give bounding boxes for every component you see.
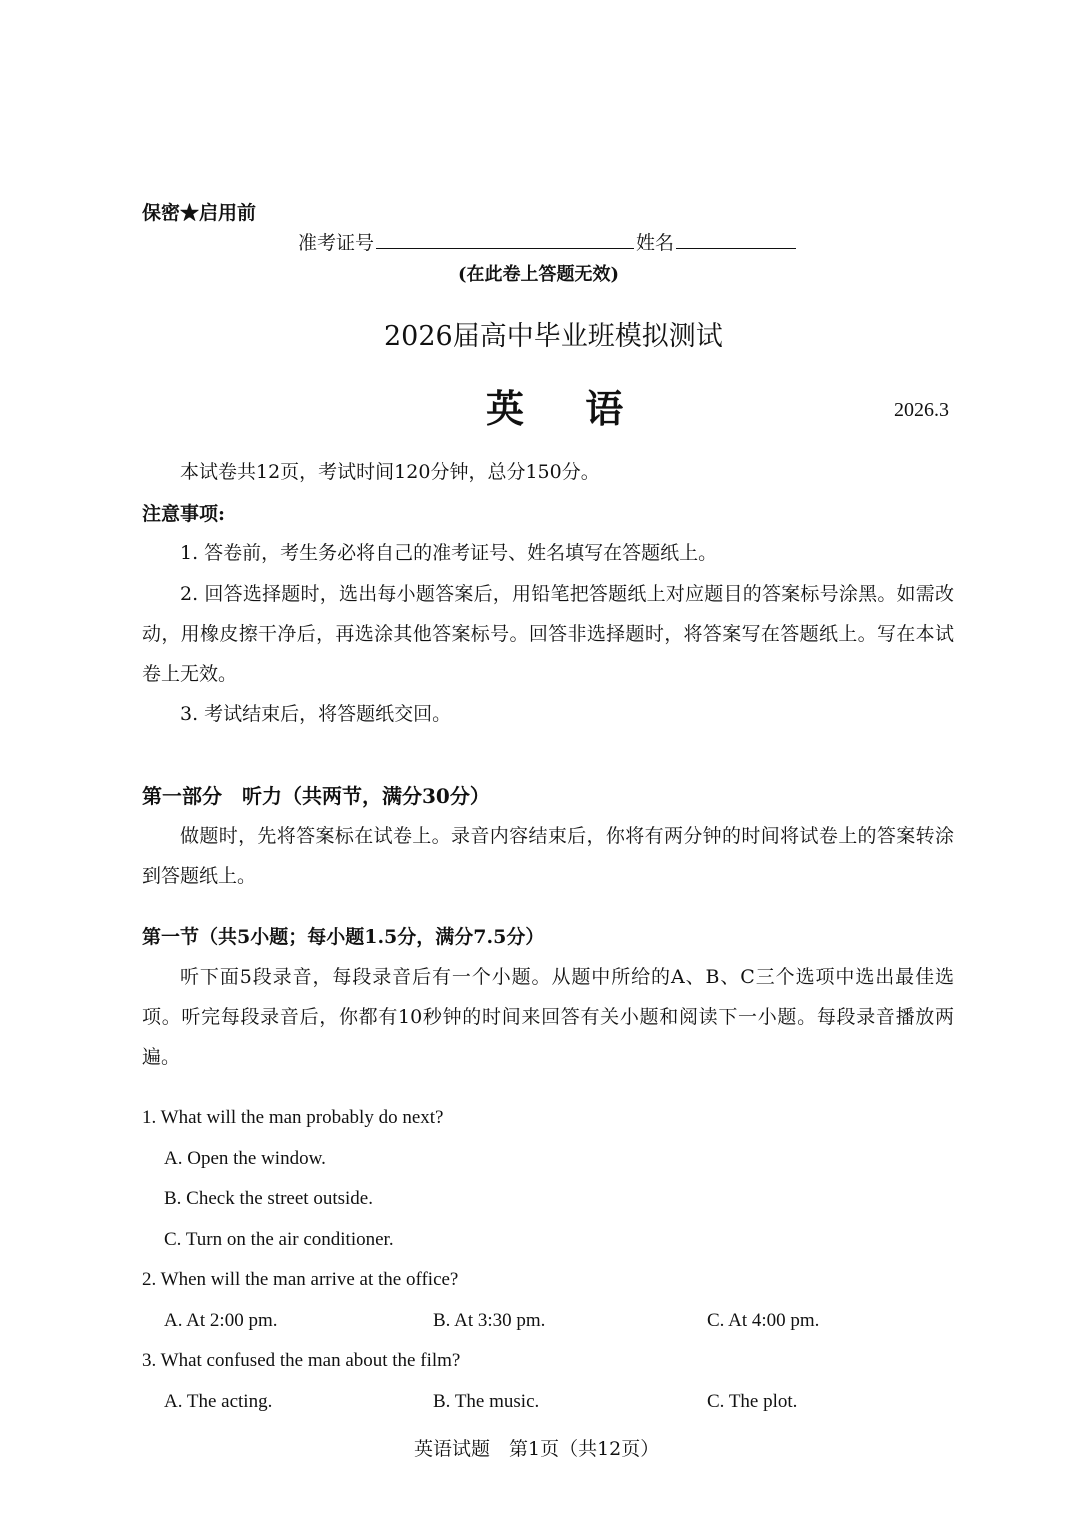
question-3-stem: 3. What confused the man about the film? (142, 1350, 461, 1371)
exam-title: 2026届高中毕业班模拟测试 (384, 321, 723, 352)
question-1-option-b[interactable]: B. Check the street outside. (164, 1188, 373, 1209)
question-3-option-c[interactable]: C. The plot. (707, 1391, 798, 1412)
name-field[interactable] (676, 247, 796, 249)
confidential-label: 保密★启用前 (142, 202, 257, 224)
question-3-option-a[interactable]: A. The acting. (164, 1391, 273, 1412)
notice-item-2: 2. 回答选择题时，选出每小题答案后，用铅笔把答题纸上对应题目的答案标号涂黑。如需改动，用橡皮擦干净后，再选涂其他答案标号。回答非选择题时，将答案写在答题纸上。写在本试卷上无效。 (142, 583, 954, 685)
question-1-stem: 1. What will the man probably do next? (142, 1107, 444, 1128)
exam-id-label: 准考证号 (298, 232, 375, 254)
question-2-stem: 2. When will the man arrive at the office? (142, 1269, 459, 1290)
invalid-note: (在此卷上答题无效) (458, 264, 620, 285)
question-2-option-b[interactable]: B. At 3:30 pm. (433, 1310, 546, 1331)
section1-heading: 第一节（共5小题；每小题1.5分，满分7.5分） (142, 926, 545, 948)
question-3-option-b[interactable]: B. The music. (433, 1391, 540, 1412)
part1-heading: 第一部分 听力（共两节，满分30分） (142, 784, 490, 808)
notice-item-3: 3. 考试结束后，将答题纸交回。 (180, 703, 452, 725)
name-label: 姓名 (636, 232, 675, 254)
question-2-option-c[interactable]: C. At 4:00 pm. (707, 1310, 820, 1331)
section1-instructions: 听下面5段录音，每段录音后有一个小题。从题中所给的A、B、C三个选项中选出最佳选项。听完每段录音后，你都有10秒钟的时间来回答有关小题和阅读下一小题。每段录音播放两遍。 (142, 966, 954, 1068)
intro-text: 本试卷共12页，考试时间120分钟，总分150分。 (180, 461, 600, 483)
page-footer: 英语试题 第1页（共12页） (414, 1438, 660, 1460)
question-1-option-c[interactable]: C. Turn on the air conditioner. (164, 1229, 394, 1250)
question-1-option-a[interactable]: A. Open the window. (164, 1148, 326, 1169)
exam-id-row (298, 234, 798, 253)
notice-item-1: 1. 答卷前，考生务必将自己的准考证号、姓名填写在答题纸上。 (180, 542, 718, 564)
exam-id-field[interactable] (376, 247, 634, 249)
exam-date: 2026.3 (894, 399, 949, 421)
subject-title: 英 语 (486, 386, 648, 431)
notice-heading: 注意事项: (142, 503, 226, 525)
question-2-option-a[interactable]: A. At 2:00 pm. (164, 1310, 278, 1331)
part1-instructions: 做题时，先将答案标在试卷上。录音内容结束后，你将有两分钟的时间将试卷上的答案转涂到答题纸上。 (142, 825, 954, 887)
